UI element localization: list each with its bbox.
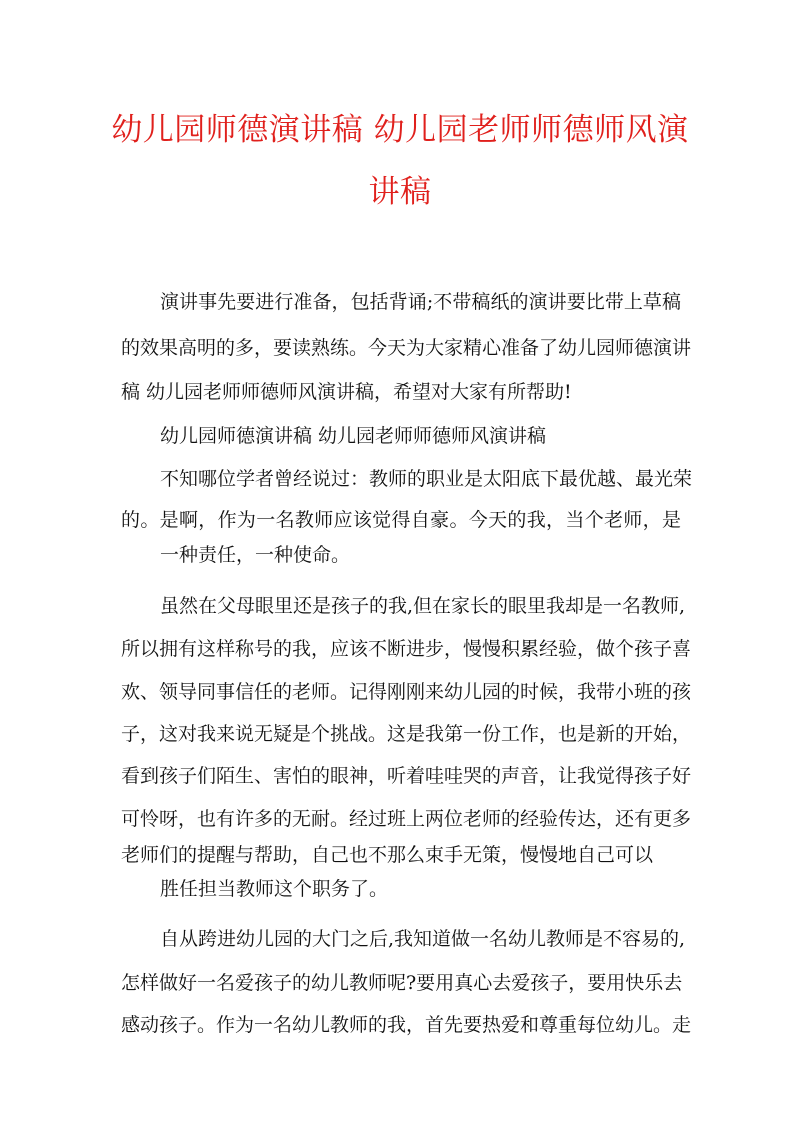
body-line: 不知哪位学者曾经说过：教师的职业是太阳底下最优越、最光荣 — [160, 468, 693, 490]
body-line: 感动孩子。作为一名幼儿教师的我，首先要热爱和尊重每位幼儿。走 — [121, 1014, 692, 1036]
body-line: 胜任担当教师这个职务了。 — [160, 878, 389, 900]
body-line: 虽然在父母眼里还是孩子的我,但在家长的眼里我却是一名教师, — [160, 595, 686, 617]
body-line: 的。是啊，作为一名教师应该觉得自豪。今天的我，当个老师，是 — [121, 509, 681, 531]
body-line: 怎样做好一名爱孩子的幼儿教师呢?要用真心去爱孩子，要用快乐去 — [121, 972, 683, 994]
body-line: 所以拥有这样称号的我，应该不断进步，慢慢积累经验，做个孩子喜 — [121, 638, 692, 660]
body-line: 自从跨进幼儿园的大门之后,我知道做一名幼儿教师是不容易的, — [160, 928, 686, 950]
body-line: 的效果高明的多，要读熟练。今天为大家精心准备了幼儿园师德演讲 — [121, 337, 692, 359]
body-line: 欢、领导同事信任的老师。记得刚刚来幼儿园的时候，我带小班的孩 — [121, 681, 692, 703]
body-line: 稿 幼儿园老师师德师风演讲稿，希望对大家有所帮助! — [121, 381, 572, 403]
body-line: 子，这对我来说无疑是个挑战。这是我第一份工作，也是新的开始， — [121, 723, 692, 745]
body-line: 一种责任，一种使命。 — [160, 544, 351, 566]
body-line: 老师们的提醒与帮助，自己也不那么束手无策，慢慢地自己可以 — [121, 844, 654, 866]
body-line: 可怜呀，也有许多的无耐。经过班上两位老师的经验传达，还有更多 — [121, 808, 692, 830]
document-title-line-1: 幼儿园师德演讲稿 幼儿园老师师德师风演 — [111, 112, 689, 148]
body-line: 演讲事先要进行准备，包括背诵;不带稿纸的演讲要比带上草稿 — [160, 291, 681, 313]
body-line: 幼儿园师德演讲稿 幼儿园老师师德师风演讲稿 — [160, 425, 547, 447]
document-title-line-2: 讲稿 — [368, 174, 432, 210]
body-line: 看到孩子们陌生、害怕的眼神，听着哇哇哭的声音，让我觉得孩子好 — [121, 765, 692, 787]
